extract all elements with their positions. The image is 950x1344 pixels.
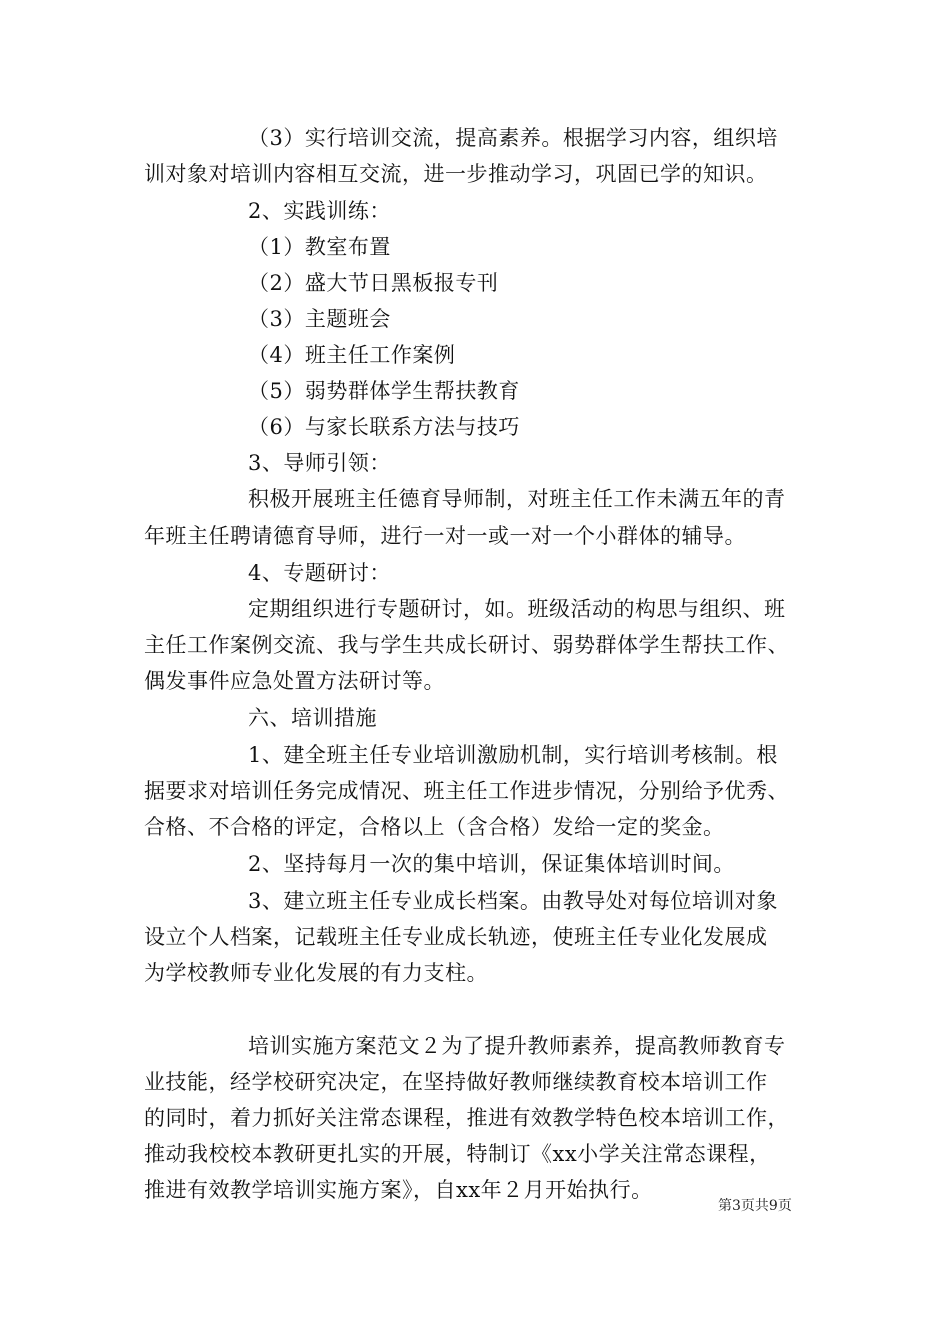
list-item: （6）与家长联系方法与技巧 [248, 415, 520, 439]
paragraph-line: 合格、不合格的评定，合格以上（含合格）发给一定的奖金。 [144, 815, 725, 839]
paragraph-line: 据要求对培训任务完成情况、班主任工作进步情况，分别给予优秀、 [144, 779, 789, 803]
paragraph-line: 2、坚持每月一次的集中培训，保证集体培训时间。 [248, 852, 735, 876]
paragraph-line: 年班主任聘请德育导师，进行一对一或一对一个小群体的辅导。 [144, 524, 746, 548]
page-number: 第3页共9页 [718, 1198, 792, 1214]
paragraph-line: 业技能，经学校研究决定，在坚持做好教师继续教育校本培训工作 [144, 1070, 768, 1094]
paragraph-line: 3、建立班主任专业成长档案。由教导处对每位培训对象 [248, 889, 778, 913]
paragraph-line: 设立个人档案，记载班主任专业成长轨迹，使班主任专业化发展成 [144, 925, 768, 949]
section-heading: 2、实践训练： [248, 199, 391, 223]
list-item: （1）教室布置 [248, 235, 391, 259]
section-heading: 六、培训措施 [248, 706, 377, 730]
paragraph-line: （3）实行培训交流，提高素养。根据学习内容，组织培 [248, 126, 778, 150]
list-item: （5）弱势群体学生帮扶教育 [248, 379, 520, 403]
paragraph-line: 主任工作案例交流、我与学生共成长研讨、弱势群体学生帮扶工作、 [144, 633, 789, 657]
paragraph-line: 培训实施方案范文２为了提升教师素养，提高教师教育专 [248, 1034, 786, 1058]
paragraph-line: 训对象对培训内容相互交流，进一步推动学习，巩固已学的知识。 [144, 162, 768, 186]
list-item: （3）主题班会 [248, 307, 391, 331]
paragraph-line: 的同时，着力抓好关注常态课程，推进有效教学特色校本培训工作， [144, 1106, 789, 1130]
paragraph-line: 为学校教师专业化发展的有力支柱。 [144, 961, 488, 985]
paragraph-line: 积极开展班主任德育导师制，对班主任工作未满五年的青 [248, 487, 786, 511]
paragraph-line: 推进有效教学培训实施方案》，自xx年２月开始执行。 [144, 1178, 653, 1202]
paragraph-line: 推动我校校本教研更扎实的开展，特制订《xx小学关注常态课程， [144, 1142, 771, 1166]
paragraph-line: 1、建全班主任专业培训激励机制，实行培训考核制。根 [248, 743, 778, 767]
paragraph-line: 定期组织进行专题研讨，如。班级活动的构思与组织、班 [248, 597, 786, 621]
list-item: （4）班主任工作案例 [248, 343, 456, 367]
list-item: （2）盛大节日黑板报专刊 [248, 271, 499, 295]
section-heading: 4、专题研讨： [248, 561, 391, 585]
paragraph-line: 偶发事件应急处置方法研讨等。 [144, 669, 445, 693]
section-heading: 3、导师引领： [248, 451, 391, 475]
